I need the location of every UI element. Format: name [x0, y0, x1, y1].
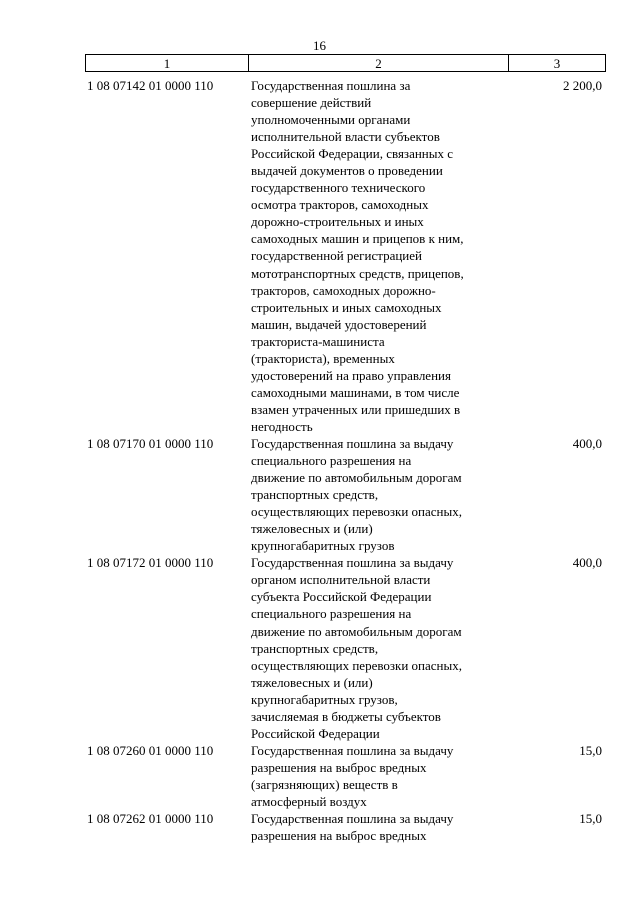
row-description: Государственная пошлина за выдачу разрешения на выброс вредных (загрязняющих) веществ в атмосферный воздух	[251, 742, 454, 809]
table-row	[87, 77, 602, 435]
column-header-table	[85, 54, 606, 72]
column-header-row	[86, 55, 606, 72]
row-amount: 400,0	[572, 435, 602, 451]
row-amount: 2 200,0	[563, 78, 602, 93]
row-amount: 15,0	[579, 811, 602, 827]
table-row	[87, 435, 602, 554]
column-header-3: 3	[509, 55, 606, 72]
budget-code: 1 08 07260 01 0000 110	[87, 742, 214, 758]
row-description: Государственная пошлина за выдачу органом исполнительной власти субъекта Российской Федерации специального разрешения на движение по автомобильным дорогам транспортных средств, осуществляющих перевозки опасных, тяжеловесных и (или) крупногабаритных грузов, зачисляемая в бюджеты субъектов Российской Федерации	[251, 555, 462, 741]
table-body	[87, 77, 602, 844]
budget-code: 1 08 07172 01 0000 110	[87, 555, 214, 571]
row-amount: 15,0	[579, 742, 602, 758]
row-description: Государственная пошлина за выдачу специального разрешения на движение по автомобильным дорогам транспортных средств, осуществляющих перевозки опасных, тяжеловесных и (или) крупногабаритных грузов	[251, 435, 462, 554]
page-number: 16	[313, 38, 326, 53]
row-description: Государственная пошлина за совершение действий уполномоченными органами исполнительной власти субъектов Российской Федерации, связанных с выдачей документов о проведении государственного технического осмотра тракторов, самоходных дорожно-строительных и иных самоходных машин и прицепов к ним, государственной регистрацией мототранспортных средств, прицепов, тракторов, самоходных дорожно- строительных и иных самоходных машин, выдачей удостоверений тракториста-машиниста (тракториста), временных удостоверений на право управления самоходными машинами, в том числе взамен утраченных или пришедших в негодность	[251, 78, 464, 434]
row-amount: 400,0	[572, 555, 602, 571]
budget-code: 1 08 07170 01 0000 110	[87, 435, 214, 451]
table-row	[87, 742, 602, 810]
column-header-2: 2	[249, 55, 509, 72]
table-row	[87, 810, 602, 844]
budget-code: 1 08 07142 01 0000 110	[87, 78, 214, 93]
row-description: Государственная пошлина за выдачу разрешения на выброс вредных	[251, 811, 454, 844]
column-header-1: 1	[86, 55, 249, 72]
budget-code: 1 08 07262 01 0000 110	[87, 811, 214, 827]
table-row	[87, 554, 602, 742]
